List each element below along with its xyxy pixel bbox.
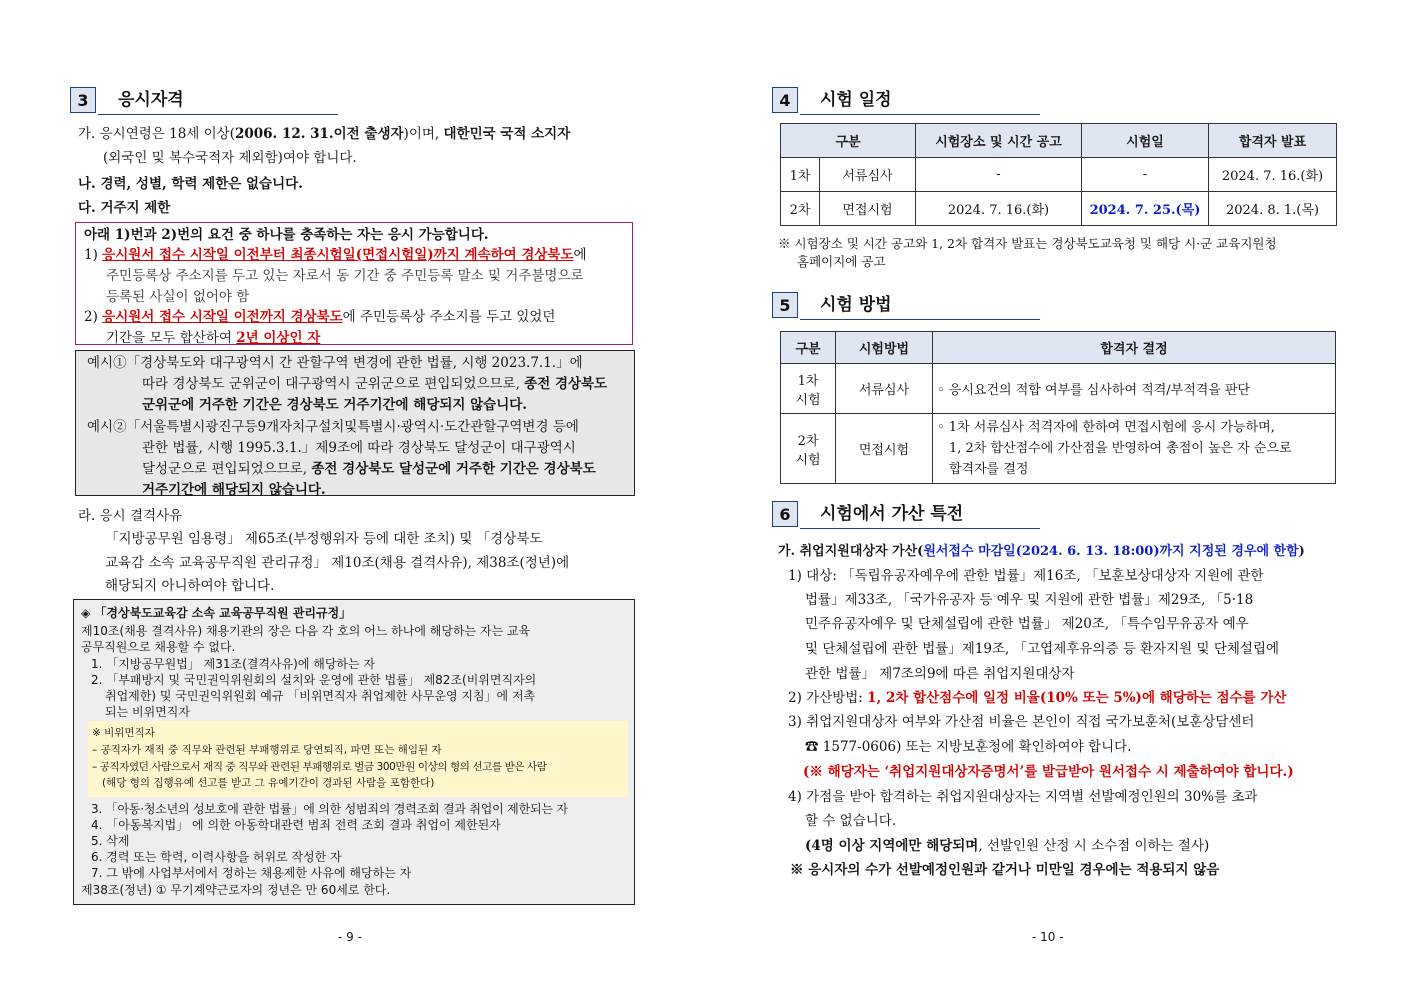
residence-item-1: 1) 응시원서 접수 시작일 이전부터 최종시험일(면접시험일)까지 계속하여 경상북도에 <box>84 247 587 263</box>
regulation-title: ◈ 「경상북도교육감 소속 교육공무직원 관리규정」 <box>81 606 352 620</box>
cell: 면접시험 <box>820 192 916 226</box>
bonus-target-cont4: 관한 법률」 제7조의9에 따른 취업지원대상자 <box>805 666 1075 682</box>
cell: 서류심사 <box>820 158 916 192</box>
regulation-item-2-cont2: 되는 비위면직자 <box>105 705 190 719</box>
disqualification-heading: 라. 응시 결격사유 <box>78 508 183 524</box>
regulation-item-6: 6. 경력 또는 학력, 이력사항을 허위로 작성한 자 <box>91 850 342 864</box>
section-5-heading <box>772 292 1040 318</box>
regulation-item-3: 3. 「아동·청소년의 성보호에 관한 법률」에 의한 성범죄의 경력조회 결과 취업이 제한되는 자 <box>91 802 568 816</box>
example-1-line3: 군위군에 거주한 기간은 경상북도 거주기간에 해당되지 않습니다. <box>142 397 528 413</box>
bonus-heading: 가. 취업지원대상자 가산(원서접수 마감일(2024. 6. 13. 18:00)까지 지정된 경우에 한함) <box>778 544 1305 559</box>
method-header: 합격자 결정 <box>933 332 1336 364</box>
bonus-target-cont2: 민주유공자예우 및 단체설립에 관한 법률」 제20조, 「특수임무유공자 예우 <box>805 616 1249 632</box>
regulation-item-4: 4. 「아동복지법」 에 의한 아동학대관련 범죄 전력 조회 결과 취업이 제한된자 <box>91 818 501 832</box>
section-4-heading <box>772 87 1040 113</box>
table-row <box>781 158 1337 192</box>
cell-highlight: 2024. 7. 25.(목) <box>1082 192 1209 226</box>
regulation-item-7: 7. 그 밖에 사업부서에서 정하는 채용제한 사유에 해당하는 자 <box>91 866 412 880</box>
cell: 1차 <box>781 158 820 192</box>
section-number: 6 <box>772 501 798 527</box>
bonus-cap-condition: (4명 이상 지역에만 해당되며, 선발인원 산정 시 소수점 이하는 절사) <box>805 838 1210 854</box>
example-2-line1: 예시②「서울특별시광진구등9개자치구설치및특별시·광역시·도간관할구역변경 등에 <box>87 419 579 435</box>
eligibility-no-limit: 나. 경력, 성별, 학력 제한은 없습니다. <box>78 176 303 192</box>
regulation-item-5: 5. 삭제 <box>91 834 130 848</box>
disqualification-line3: 해당되지 아니하여야 합니다. <box>105 578 275 594</box>
section-number: 3 <box>70 87 96 113</box>
section-title: 시험 방법 <box>820 295 892 315</box>
page-number: - 9 - <box>338 930 362 944</box>
misconduct-note-2: – 공직자였던 사람으로서 재직 중 직무와 관련된 부패행위로 벌금 300만원 이상의 형의 선고를 받은 사람 <box>92 761 547 773</box>
bonus-method: 2) 가산방법: 1, 2차 합산점수에 일정 비율(10% 또는 5%)에 해당하는 점수를 가산 <box>788 690 1287 706</box>
schedule-header: 합격자 발표 <box>1209 124 1337 158</box>
residence-requirement-box <box>75 222 633 345</box>
residence-limit-heading: 다. 거주지 제한 <box>78 200 171 216</box>
regulation-item-2: 2. 「부패방지 및 국민권익위원회의 설치와 운영에 관한 법률」 제82조(비위면직자의 <box>91 673 537 687</box>
bonus-cap-cont: 할 수 없습니다. <box>805 813 897 829</box>
section-3-heading <box>70 87 338 113</box>
example-box <box>75 350 635 496</box>
bonus-target-cont1: 법률」제33조, 「국가유공자 등 예우 및 지원에 관한 법률」제29조, 「5·18 <box>805 592 1254 608</box>
table-row <box>781 364 1336 414</box>
schedule-note: ※ 시험장소 및 시간 공고와 1, 2차 합격자 발표는 경상북도교육청 및 해당 시·군 교육지원청 <box>778 236 1277 251</box>
schedule-header: 시험장소 및 시간 공고 <box>916 124 1082 158</box>
bonus-cap: 4) 가점을 받아 합격하는 취업지원대상자는 지역별 선발예정인원의 30%를 초과 <box>788 789 1258 805</box>
disqualification-line1: 「지방공무원 임용령」 제65조(부정행위자 등에 대한 조치) 및 「경상북도 <box>105 531 543 547</box>
residence-item-1-cont2: 등록된 사실이 없어야 함 <box>106 289 250 305</box>
eligibility-age-note: (외국인 및 복수국적자 제외함)여야 합니다. <box>103 150 357 166</box>
misconduct-note-title: ※ 비위면직자 <box>92 727 155 739</box>
cell: 2차 시험 <box>781 414 836 484</box>
regulation-p2: 공무직원으로 채용할 수 없다. <box>81 640 236 654</box>
method-table <box>780 331 1336 484</box>
residence-head: 아래 1)번과 2)번의 요건 중 하나를 충족하는 자는 응시 가능합니다. <box>84 227 489 243</box>
regulation-item-2-cont: 취업제한) 및 국민권익위원회 예규 「비위면직자 취업제한 사무운영 지침」에 저촉 <box>105 689 536 703</box>
bonus-certificate-note: (※ 해당자는 ‘취업지원대상자증명서’를 발급받아 원서접수 시 제출하여야 합니다.) <box>803 764 1294 780</box>
section-number: 5 <box>772 292 798 318</box>
table-row <box>781 192 1337 226</box>
schedule-header: 구분 <box>781 124 916 158</box>
cell: - <box>1082 158 1209 192</box>
cell: ◦ 응시요건의 적합 여부를 심사하여 적격/부적격을 판단 <box>933 364 1336 414</box>
regulation-p1: 제10조(채용 결격사유) 채용기관의 장은 다음 각 호의 어느 하나에 해당하는 자는 교육 <box>81 624 531 638</box>
regulation-item-1: 1. 「지방공무원법」 제31조(결격사유)에 해당하는 자 <box>91 657 375 671</box>
cell: 2024. 7. 16.(화) <box>916 192 1082 226</box>
schedule-table <box>780 123 1337 226</box>
section-underline <box>800 528 1040 529</box>
section-underline <box>800 319 1040 320</box>
eligibility-age: 가. 응시연령은 18세 이상(2006. 12. 31.이전 출생자)이며, 대한민국 국적 소지자 <box>78 126 571 142</box>
bonus-verify: 3) 취업지원대상자 여부와 가산점 비율은 본인이 직접 국가보훈처(보훈상담센터 <box>788 714 1255 730</box>
cell: 면접시험 <box>836 414 933 484</box>
residence-item-2-cont: 기간을 모두 합산하여 2년 이상인 자 <box>106 330 321 346</box>
bonus-verify-cont: ☎ 1577-0606) 또는 지방보훈청에 확인하여야 합니다. <box>805 739 1132 755</box>
example-1-line1: 예시①「경상북도와 대구광역시 간 관할구역 변경에 관한 법률, 시행 2023.7.1.」에 <box>87 355 583 371</box>
residence-item-1-cont: 주민등록상 주소지를 두고 있는 자로서 동 기간 중 주민등록 말소 및 거주불명으로 <box>106 268 584 284</box>
regulation-p3: 제38조(정년) ① 무기계약근로자의 정년은 만 60세로 한다. <box>81 883 391 897</box>
section-title: 시험 일정 <box>820 90 892 110</box>
misconduct-note-3: (해당 형의 집행유예 선고를 받고 그 유예기간이 경과된 사람을 포함한다) <box>102 777 435 789</box>
section-6-heading <box>772 501 1040 527</box>
misconduct-note <box>88 721 628 797</box>
page-number: - 10 - <box>1032 930 1064 944</box>
example-2-line4: 거주기간에 해당되지 않습니다. <box>142 482 326 498</box>
example-2-line3: 달성군으로 편입되었으므로, 종전 경상북도 달성군에 거주한 기간은 경상북도 <box>142 461 596 477</box>
schedule-header: 시험일 <box>1082 124 1209 158</box>
cell: 2차 <box>781 192 820 226</box>
cell: ◦ 1차 서류심사 적격자에 한하여 면접시험에 응시 가능하며, 1, 2차 합산점수에 가산점을 반영하여 총점이 높은 자 순으로 합격자를 결정 <box>933 414 1336 484</box>
schedule-note-cont: 홈페이지에 공고 <box>797 254 886 269</box>
cell: 서류심사 <box>836 364 933 414</box>
cell: 2024. 8. 1.(목) <box>1209 192 1337 226</box>
disqualification-line2: 교육감 소속 교육공무직원 관리규정」 제10조(채용 결격사유), 제38조(정년)에 <box>105 555 570 571</box>
section-underline <box>800 114 1040 115</box>
bonus-target-cont3: 및 단체설립에 관한 법률」제19조, 「고엽제후유의증 등 환자지원 및 단체설립에 <box>805 641 1280 657</box>
cell: - <box>916 158 1082 192</box>
section-underline <box>98 114 338 115</box>
table-row <box>781 414 1336 484</box>
example-1-line2: 따라 경상북도 군위군이 대구광역시 군위군으로 편입되었으므로, 종전 경상북도 <box>142 376 608 392</box>
regulation-box <box>73 599 635 905</box>
bonus-cap-exception: ※ 응시자의 수가 선발예정인원과 같거나 미만일 경우에는 적용되지 않음 <box>790 862 1220 878</box>
section-title: 응시자격 <box>118 90 184 110</box>
cell: 1차 시험 <box>781 364 836 414</box>
cell: 2024. 7. 16.(화) <box>1209 158 1337 192</box>
section-title: 시험에서 가산 특전 <box>820 504 964 524</box>
method-header: 구분 <box>781 332 836 364</box>
example-2-line2: 관한 법률, 시행 1995.3.1.」제9조에 따라 경상북도 달성군이 대구광역시 <box>142 440 576 456</box>
misconduct-note-1: – 공직자가 재직 중 직무와 관련된 부패행위로 당연퇴직, 파면 또는 해임된 자 <box>92 744 442 756</box>
method-header: 시험방법 <box>836 332 933 364</box>
bonus-target: 1) 대상: 「독립유공자예우에 관한 법률」제16조, 「보훈보상대상자 지원에 관한 <box>788 568 1264 584</box>
section-number: 4 <box>772 87 798 113</box>
residence-item-2: 2) 응시원서 접수 시작일 이전까지 경상북도에 주민등록상 주소지를 두고 있었던 <box>84 309 556 325</box>
